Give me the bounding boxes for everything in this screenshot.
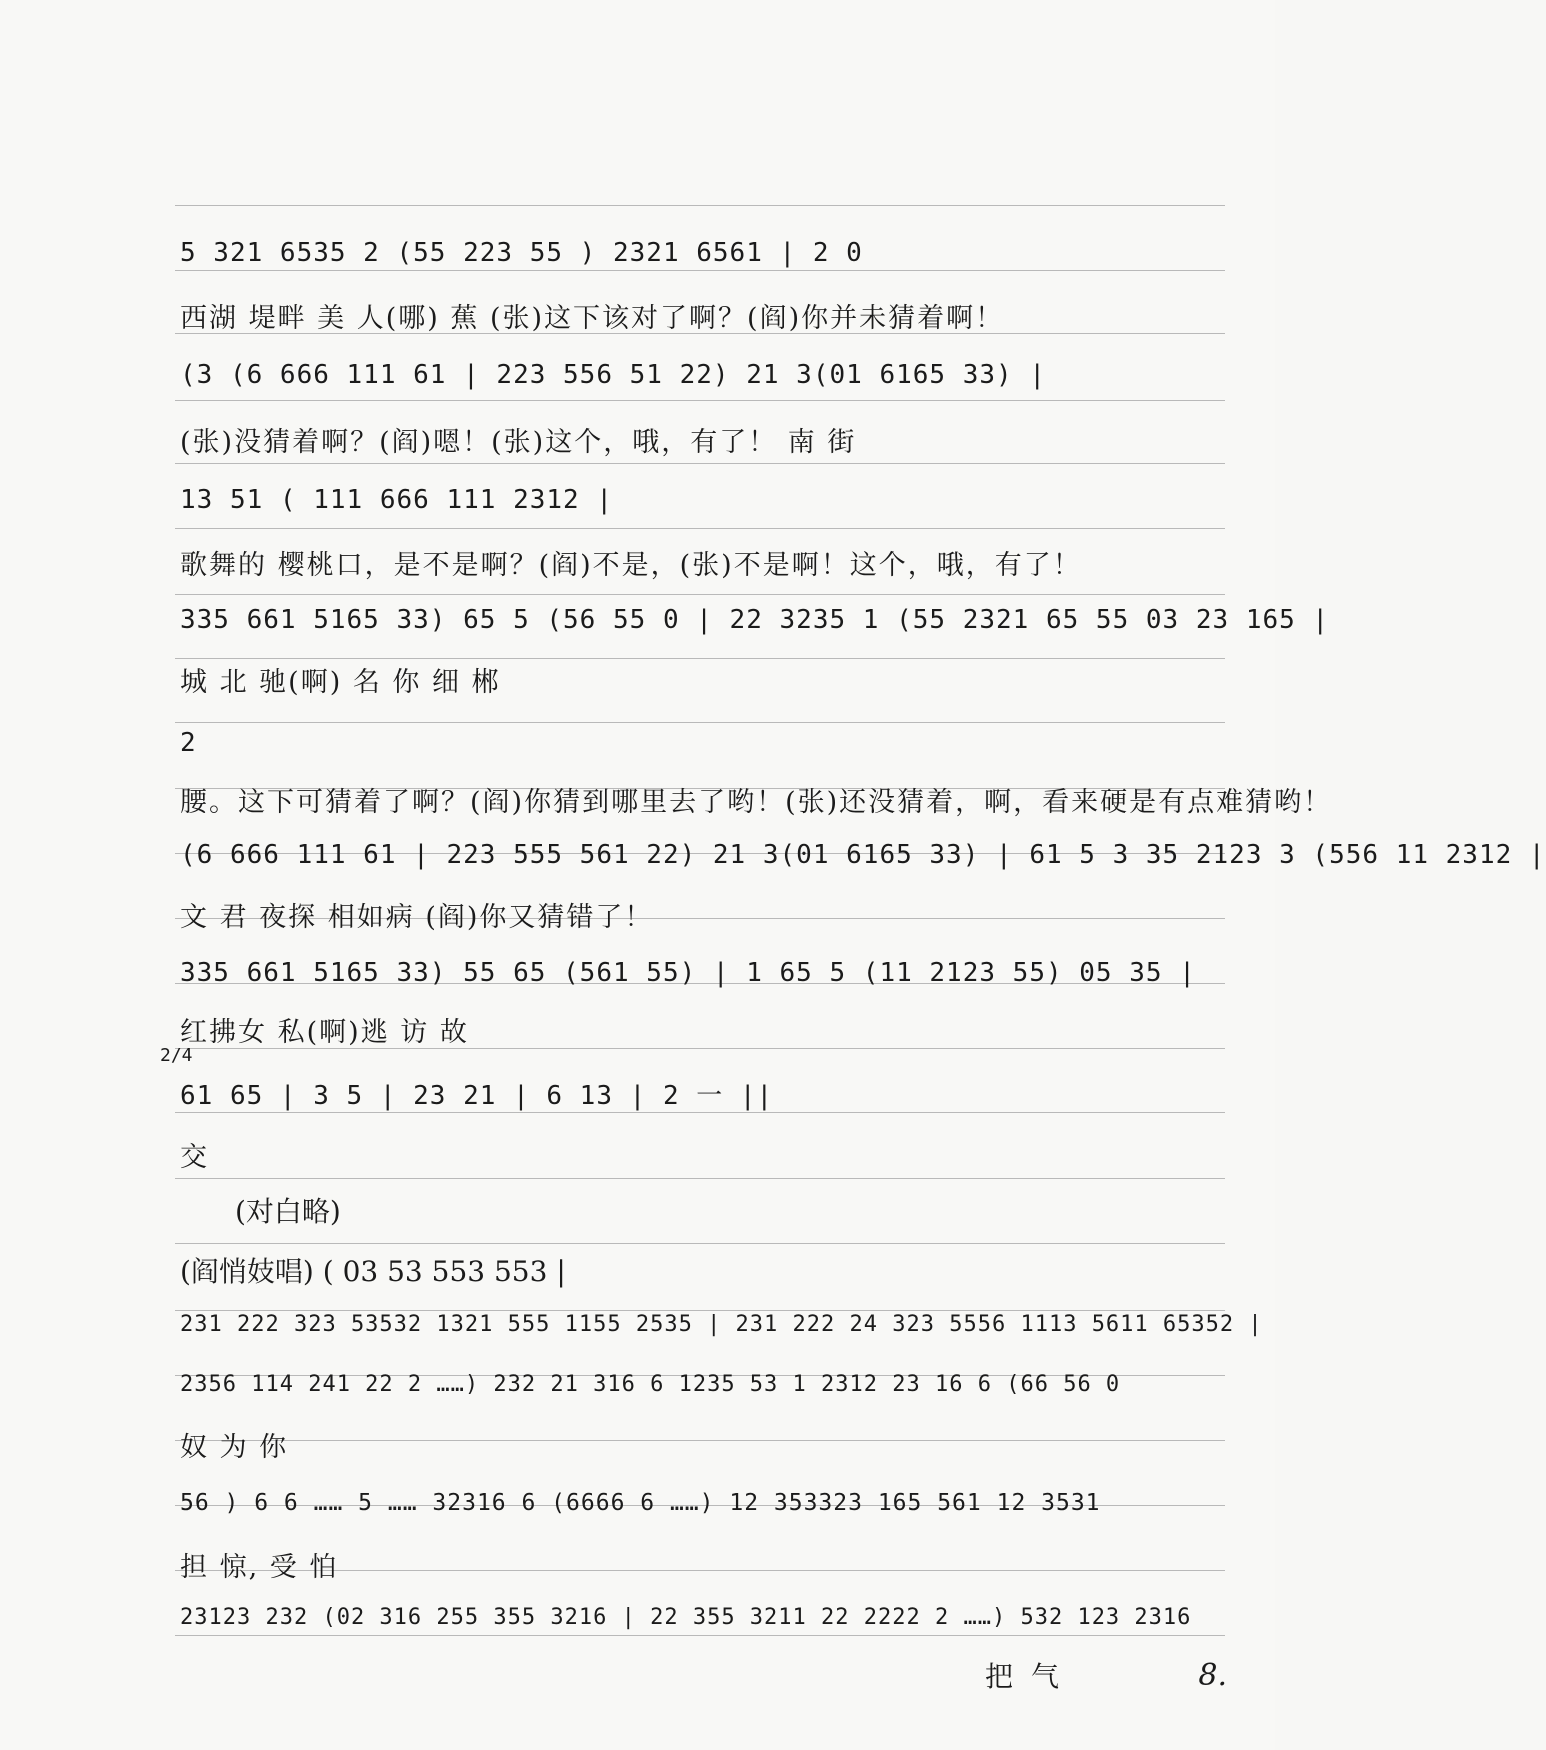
ruled-line — [175, 1178, 1225, 1179]
stage-note: (对白略) — [235, 1195, 341, 1228]
footer-word: 把气 — [985, 1660, 1078, 1693]
lyric-line-3: 歌舞的 樱桃口，是不是啊？(阎)不是，(张)不是啊！这个，哦，有了！ — [180, 550, 1082, 581]
ruled-line — [175, 1635, 1225, 1636]
time-signature: 2/4 — [160, 1045, 193, 1066]
score-line-7: 335 661 5165 33) 55 65 (561 55) | 1 65 5 (11 2123 55) 05 35 | — [180, 958, 1196, 988]
lyric-line-1: 西湖 堤畔 美 人(哪) 蕉 (张)这下该对了啊？(阎)你并未猜着啊！ — [180, 303, 1005, 334]
lyric-line-4: 城 北 驰(啊) 名 你 细 郴 — [180, 667, 501, 698]
ruled-line — [175, 400, 1225, 401]
ruled-line — [175, 658, 1225, 659]
ruled-line — [175, 1243, 1225, 1244]
ruled-line — [175, 594, 1225, 595]
score-line-1: 5 321 6535 2 (55 223 55 ) 2321 6561 | 2 0 — [180, 238, 863, 268]
ruled-line — [175, 463, 1225, 464]
page-number: 8. — [1198, 1658, 1227, 1693]
score-line-11: 56 ) 6 6 …… 5 …… 32316 6 (6666 6 ……) 12 353323 165 561 12 3531 — [180, 1490, 1101, 1516]
lyric-line-7: 红拂女 私(啊)逃 访 故 — [180, 1017, 469, 1048]
ruled-line — [175, 270, 1225, 271]
ruled-line — [175, 1310, 1225, 1311]
lyric-line-10: 担 惊, 受 怕 — [180, 1552, 339, 1583]
score-line-4: 335 661 5165 33) 65 5 (56 55 0 | 22 3235 1 (55 2321 65 55 03 23 165 | — [180, 605, 1330, 635]
ruled-line — [175, 722, 1225, 723]
ruled-line — [175, 528, 1225, 529]
score-line-9: 231 222 323 53532 1321 555 1155 2535 | 231 222 24 323 5556 1113 5611 65352 | — [180, 1312, 1263, 1337]
lyric-line-9: 奴 为 你 — [180, 1432, 289, 1463]
lyric-line-8: 交 — [180, 1142, 209, 1173]
lyric-line-2: (张)没猜着啊？(阎)嗯！(张)这个，哦，有了！ 南 街 — [180, 427, 857, 458]
ruled-line — [175, 1112, 1225, 1113]
lyric-line-5: 腰。这下可猜着了啊？(阎)你猜到哪里去了哟！(张)还没猜着，啊，看来硬是有点难猜哟！ — [180, 787, 1333, 818]
section-heading: (阎悄妓唱) ( 03 53 553 553 | — [180, 1255, 566, 1288]
score-line-6: (6 666 111 61 | 223 555 561 22) 21 3(01 6165 33) | 61 5 3 35 2123 3 (556 11 2312 | — [180, 840, 1546, 870]
lyric-line-6: 文 君 夜探 相如病 (阎)你又猜错了！ — [180, 902, 654, 933]
ruled-line — [175, 205, 1225, 206]
score-line-3: 13 51 ( 111 666 111 2312 | — [180, 485, 613, 515]
score-line-8: 61 65 | 3 5 | 23 21 | 6 13 | 2 一 || — [180, 1081, 774, 1111]
score-line-10: 2356 114 241 22 2 ……) 232 21 316 6 1235 53 1 2312 23 16 6 (66 56 0 — [180, 1372, 1121, 1397]
score-line-12: 23123 232 (02 316 255 355 3216 | 22 355 3211 22 2222 2 ……) 532 123 2316 — [180, 1605, 1192, 1630]
score-line-2: (3 (6 666 111 61 | 223 556 51 22) 21 3(01 6165 33) | — [180, 360, 1046, 390]
score-line-5: 2 — [180, 728, 197, 758]
